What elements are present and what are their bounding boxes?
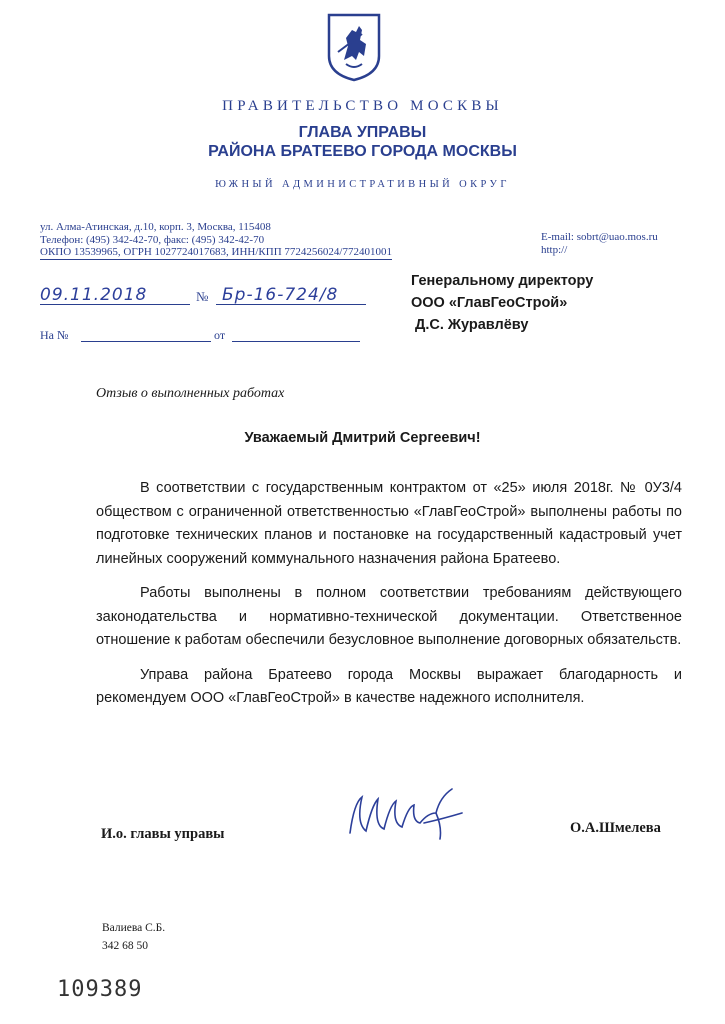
phone-line: Телефон: (495) 342-42-70, факс: (495) 342-42-70	[40, 233, 265, 246]
moscow-coat-of-arms-icon	[326, 12, 382, 82]
executor-name: Валиева С.Б.	[102, 922, 166, 934]
government-title: ПРАВИТЕЛЬСТВО МОСКВЫ	[222, 98, 503, 114]
reference-number-label: На №	[40, 328, 69, 342]
registration-number: 109389	[57, 977, 143, 1002]
email-line: E-mail: sobrt@uao.mos.ru	[541, 231, 658, 243]
signatory-role: И.о. главы управы	[101, 826, 225, 842]
greeting: Уважаемый Дмитрий Сергеевич!	[244, 430, 481, 446]
reference-date-label: от	[214, 328, 226, 342]
outgoing-number: Бр-16-724/8	[222, 285, 339, 305]
signatory-name: О.А.Шмелева	[570, 820, 661, 836]
body-paragraph-2: Работы выполнены в полном соответствии требованиям действующего законодательства и нормативно-технической документации. Ответственное отношение к работам обеспечили безусловное выполнение договорных обязательств.	[96, 585, 682, 648]
letter-subject: Отзыв о выполненных работах	[96, 386, 285, 401]
number-underline	[216, 304, 366, 305]
addressee-line3: Д.С. Журавлёву	[415, 317, 529, 333]
body-paragraph-3: Управа района Братеево города Москвы выражает благодарность и рекомендуем ООО «ГлавГеоСтрой» в качестве надежного исполнителя.	[96, 666, 682, 706]
reference-date-line	[232, 341, 360, 342]
letter-body	[96, 477, 682, 722]
address-line: ул. Алма-Атинская, д.10, корп. 3, Москва, 115408	[40, 221, 271, 233]
addressee-line1: Генеральному директору	[411, 273, 594, 289]
letterhead-contact-block	[541, 231, 658, 256]
letterhead-address-block	[40, 221, 392, 260]
executor-block	[102, 919, 165, 955]
outgoing-date: 09.11.2018	[40, 285, 148, 305]
addressee-block	[411, 270, 593, 336]
handwritten-signature-icon	[342, 783, 470, 845]
body-paragraph-1: В соответствии с государственным контрактом от «25» июля 2018г. № 0У3/4 обществом с ограниченной ответственностью «ГлавГеоСтрой» выполнены работы по подготовке технических планов и постановке на государственный кадастровый учет линейных сооружений коммунального назначения района Братеево.	[96, 480, 682, 567]
date-underline	[40, 304, 190, 305]
reference-number-line	[81, 341, 211, 342]
http-line: http://	[541, 243, 568, 256]
okrug-title: ЮЖНЫЙ АДМИНИСТРАТИВНЫЙ ОКРУГ	[215, 179, 510, 190]
codes-line: ОКПО 13539965, ОГРН 1027724017683, ИНН/КПП 7724256024/772401001	[40, 246, 392, 258]
head-title-line1: ГЛАВА УПРАВЫ	[298, 124, 427, 141]
addressee-line2: ООО «ГлавГеоСтрой»	[411, 295, 568, 311]
head-title-line2: РАЙОНА БРАТЕЕВО ГОРОДА МОСКВЫ	[208, 143, 517, 160]
executor-phone: 342 68 50	[102, 940, 148, 952]
number-label: №	[196, 289, 209, 304]
